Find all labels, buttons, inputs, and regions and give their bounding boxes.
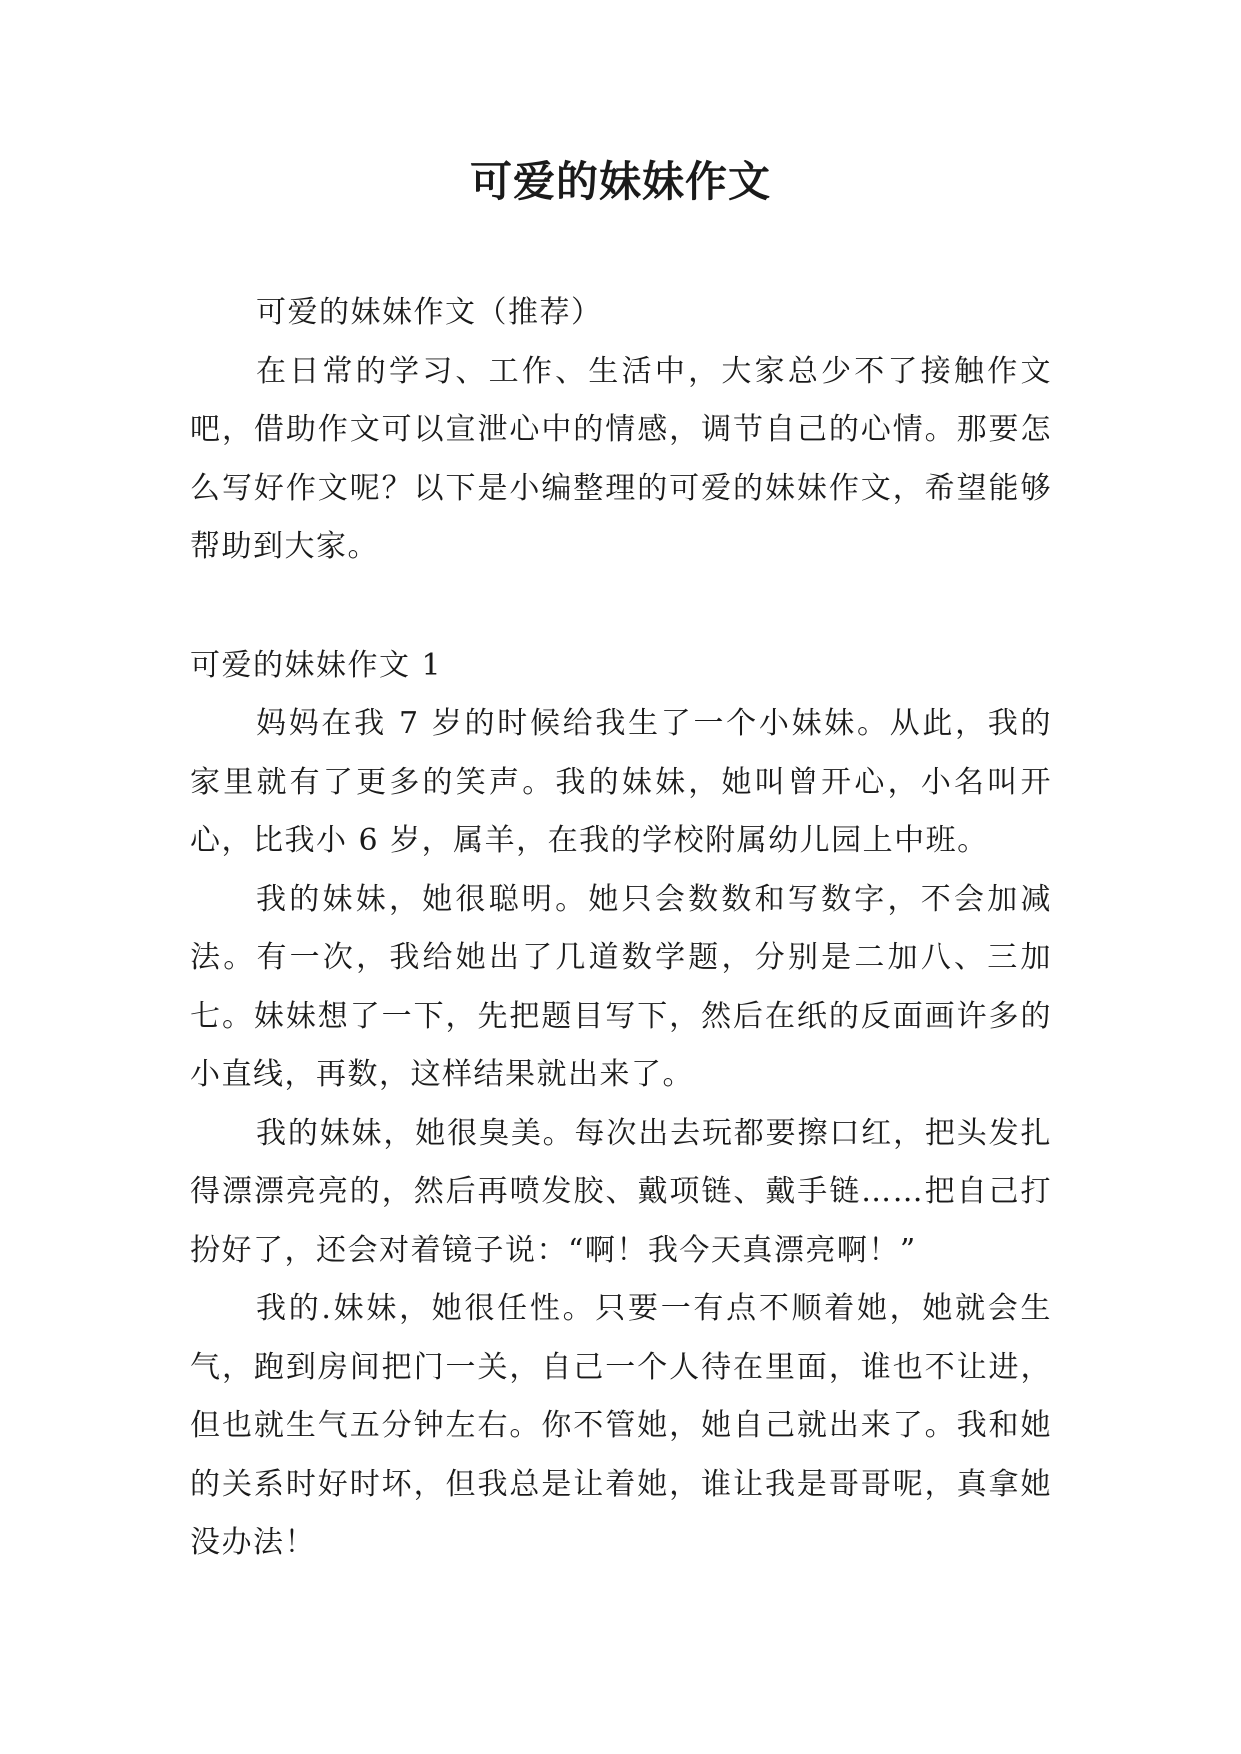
body-paragraph: 我的妹妹，她很臭美。每次出去玩都要擦口红，把头发扎得漂漂亮亮的，然后再喷发胶、戴项链、戴手链……把自己打扮好了，还会对着镜子说：“啊！我今天真漂亮啊！” [190, 1115, 1052, 1268]
document-body [190, 284, 1052, 1573]
intro-paragraph: 在日常的学习、工作、生活中，大家总少不了接触作文吧，借助作文可以宣泄心中的情感，调节自己的心情。那要怎么写好作文呢？以下是小编整理的可爱的妹妹作文，希望能够帮助到大家。 [190, 353, 1052, 564]
body-paragraph: 妈妈在我 7 岁的时候给我生了一个小妹妹。从此，我的家里就有了更多的笑声。我的妹妹，她叫曾开心，小名叫开心，比我小 6 岁，属羊，在我的学校附属幼儿园上中班。 [190, 706, 1052, 858]
document-title: 可爱的妹妹作文 [469, 157, 771, 206]
body-paragraph: 我的妹妹，她很聪明。她只会数数和写数字，不会加减法。有一次，我给她出了几道数学题，分别是二加八、三加七。妹妹想了一下，先把题目写下，然后在纸的反面画许多的小直线，再数，这样结果就出来了。 [190, 881, 1052, 1092]
section-heading: 可爱的妹妹作文 1 [190, 647, 443, 683]
body-paragraph: 我的.妹妹，她很任性。只要一有点不顺着她，她就会生气，跑到房间把门一关，自己一个人待在里面，谁也不让进，但也就生气五分钟左右。你不管她，她自己就出来了。我和她的关系时好时坏，但我总是让着她，谁让我是哥哥呢，真拿她没办法！ [190, 1291, 1052, 1560]
subtitle: 可爱的妹妹作文（推荐） [256, 295, 603, 330]
